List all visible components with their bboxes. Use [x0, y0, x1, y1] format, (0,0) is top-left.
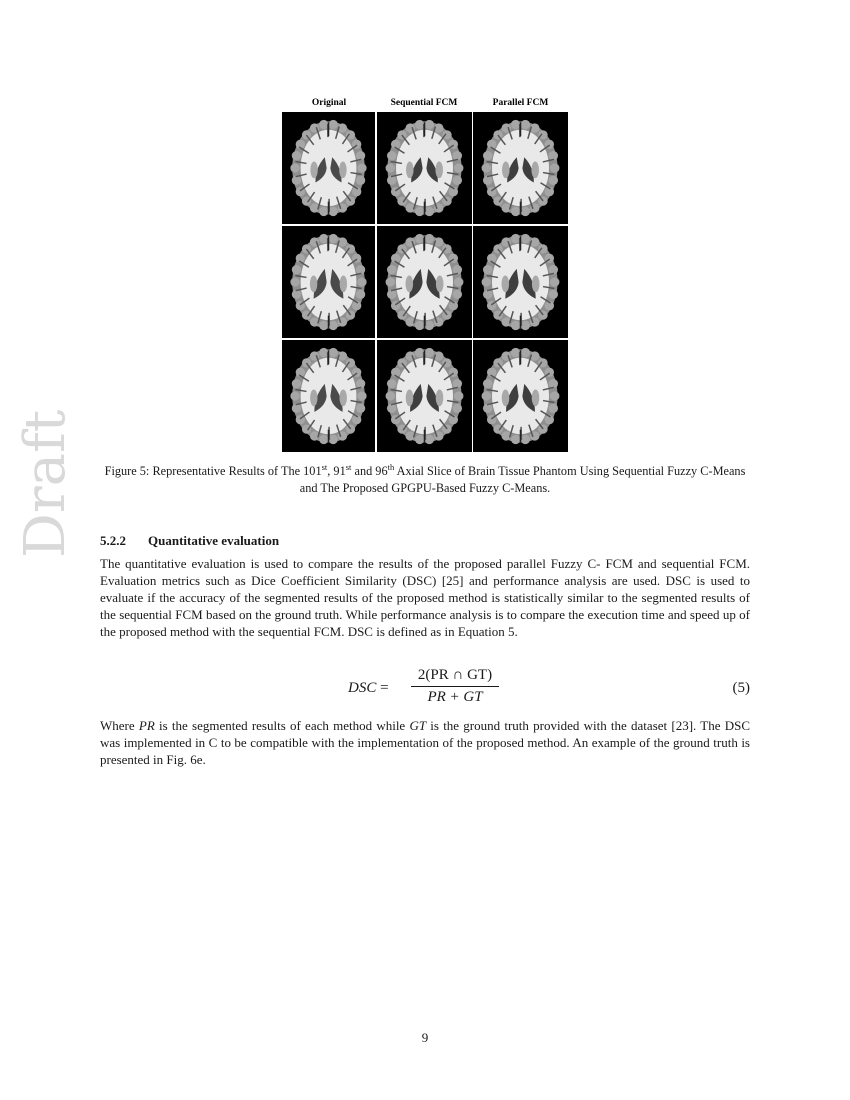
paragraph2-text-1: Where	[100, 718, 139, 733]
section-number: 5.2.2	[100, 533, 126, 548]
brain-slice-row3-parallel-fcm	[473, 340, 568, 452]
draft-watermark	[13, 409, 78, 560]
equation-numerator: 2(PR ∩ GT)	[417, 667, 493, 683]
caption-text-1: Representative Results of The 101	[152, 464, 322, 478]
paragraph2-text-3: is the ground truth provided with the dataset [23]. The DSC was implemented in C to be compatible with the implementation of the proposed method. An example of the ground truth is presented in Fig. 6e.	[100, 718, 750, 767]
section-heading	[100, 533, 279, 549]
section-title: Quantitative evaluation	[148, 533, 280, 548]
column-header-original: Original	[311, 98, 347, 108]
variable-pr: PR	[138, 718, 155, 733]
brain-slice-row3-original	[282, 340, 375, 452]
equation-denominator: PR + GT	[427, 689, 483, 705]
equation-lhs-symbol: DSC	[348, 680, 377, 696]
figure-column-headers	[282, 98, 569, 112]
equation-lhs	[348, 680, 389, 697]
draft-watermark-text: Draft	[13, 409, 78, 558]
brain-slice-row1-parallel-fcm	[473, 112, 568, 224]
equation-equals: =	[380, 680, 389, 696]
brain-slice-row1-original	[282, 112, 375, 224]
caption-text-4: Axial Slice of Brain Tissue Phantom Using Sequential Fuzzy C-Means and The Proposed GPGPU-Based Fuzzy C-Means.	[299, 464, 746, 495]
caption-label: Figure 5:	[104, 464, 150, 478]
caption-sup-3: th	[387, 462, 395, 472]
caption-sup-2: st	[345, 462, 352, 472]
column-header-parallel-fcm: Parallel FCM	[492, 98, 549, 108]
caption-sup-1: st	[321, 462, 328, 472]
caption-text-3: and 96	[351, 464, 388, 478]
brain-slice-row3-sequential-fcm	[377, 340, 472, 452]
equation-fraction	[411, 667, 499, 706]
brain-slice-row2-sequential-fcm	[377, 226, 472, 338]
variable-gt: GT	[409, 718, 427, 733]
fraction-bar	[411, 686, 499, 687]
page-number: 9	[421, 1030, 429, 1045]
paragraph-quantitative-evaluation: The quantitative evaluation is used to compare the results of the proposed parallel Fuzzy C- FCM and sequential FCM. Evaluation metrics such as Dice Coefficient Similarity (DSC) [25] and performance analysis are used. DSC is used to evaluate if the accuracy of the segmented results of the proposed method is statistically similar to the segmented results of the sequential FCM based on the ground truth. While performance analysis is to compare the execution time and speed up of the proposed method with the sequential FCM. DSC is defined as in Equation 5.	[100, 556, 750, 639]
column-header-sequential-fcm: Sequential FCM	[390, 98, 458, 108]
figure-caption	[100, 463, 750, 497]
equation-5	[100, 667, 750, 707]
brain-slice-row1-sequential-fcm	[377, 112, 472, 224]
brain-slice-row2-original	[282, 226, 375, 338]
paragraph-dsc-definition	[100, 717, 750, 768]
equation-number: (5)	[732, 680, 750, 696]
caption-text-2: , 91	[327, 464, 346, 478]
brain-slice-row2-parallel-fcm	[473, 226, 568, 338]
figure-5	[282, 98, 569, 112]
paragraph2-text-2: is the segmented results of each method while	[154, 718, 410, 733]
